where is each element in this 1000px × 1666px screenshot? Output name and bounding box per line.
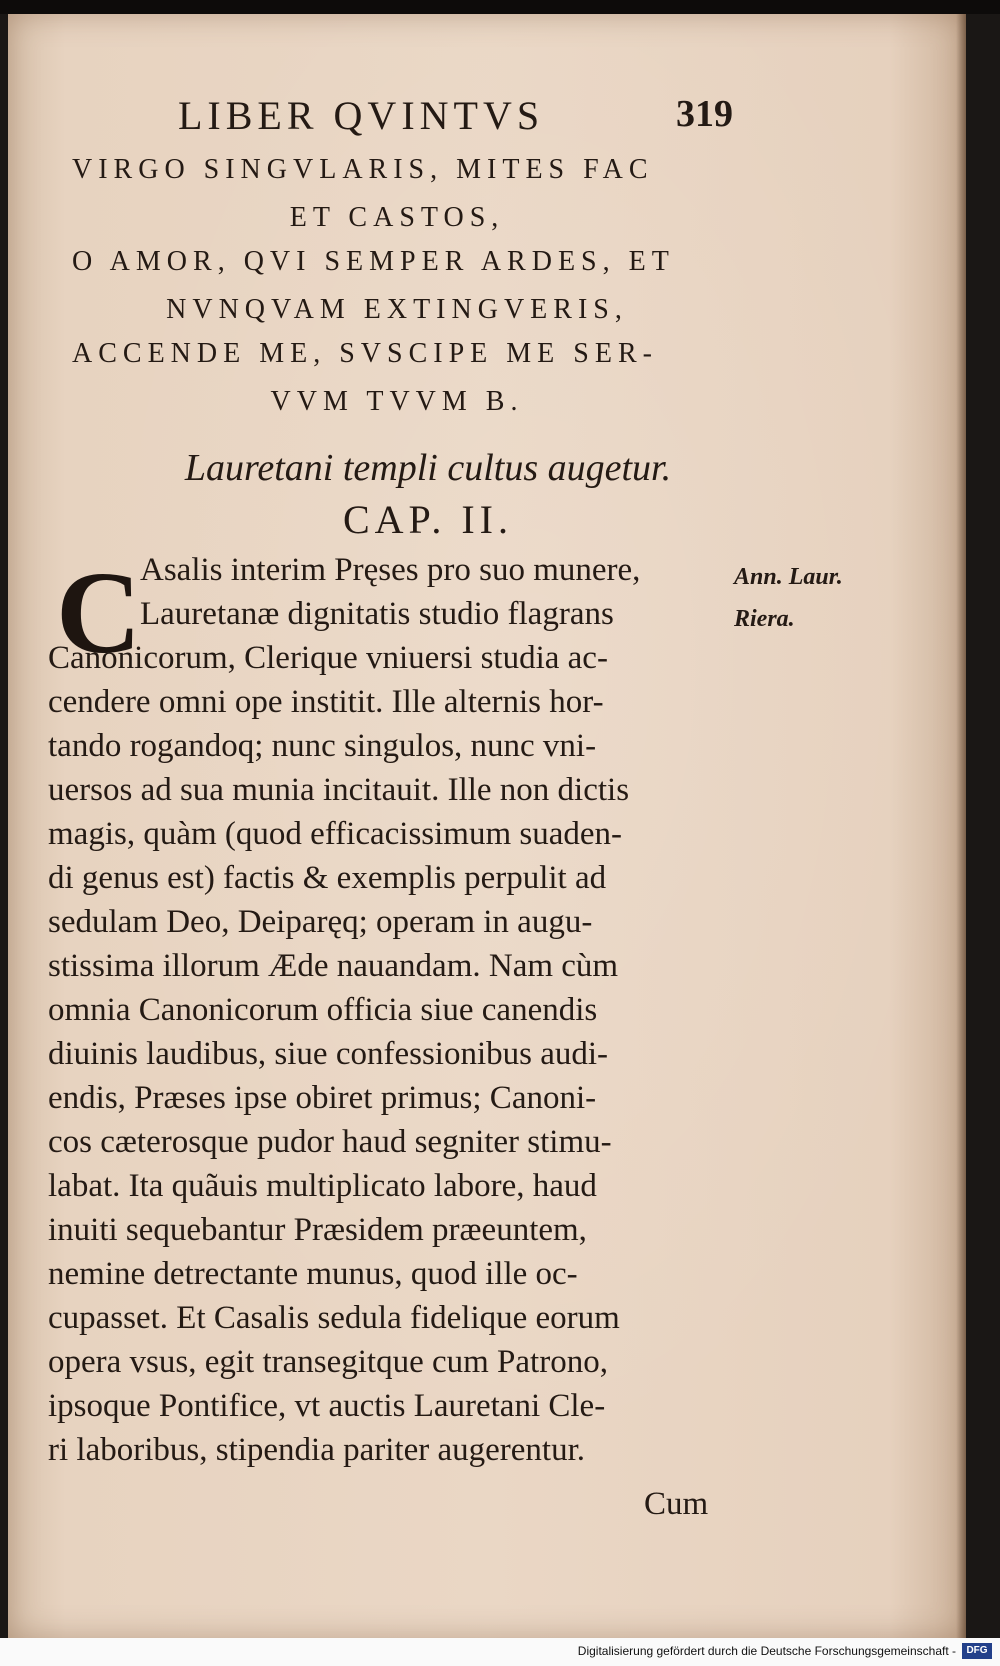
body-line: labat. Ita quãuis multiplicato labore, haud: [48, 1168, 597, 1204]
digitization-footer: [0, 1638, 1000, 1666]
body-line: cendere omni ope institit. Ille alternis hor-: [48, 684, 604, 720]
body-line: cos cæterosque pudor haud segniter stimu-: [48, 1124, 612, 1160]
body-line: ri laboribus, stipendia pariter augerentur.: [48, 1432, 585, 1468]
verse-line: O AMOR, QVI SEMPER ARDES, ET: [72, 246, 675, 277]
running-head: LIBER QVINTVS: [178, 93, 545, 138]
footer-credit: Digitalisierung gefördert durch die Deutsche Forschungsgemeinschaft -: [577, 1644, 956, 1658]
body-line: cupasset. Et Casalis sedula fidelique eorum: [48, 1300, 620, 1336]
body-line: di genus est) factis & exemplis perpulit ad: [48, 860, 607, 896]
verse-line: VIRGO SINGVLARIS, MITES FAC: [72, 154, 654, 185]
marginal-note: Riera.: [734, 606, 795, 632]
body-line: sedulam Deo, Deiparęq; operam in augu-: [48, 904, 593, 940]
body-line: stissima illorum Æde nauandam. Nam cùm: [48, 948, 619, 984]
chapter-title: Lauretani templi cultus augetur.: [184, 447, 672, 489]
page-edge-shadow: [956, 14, 966, 1638]
body-line: magis, quàm (quod efficacissimum suaden-: [48, 816, 623, 852]
verse-line: ET CASTOS,: [289, 202, 505, 233]
body-line: inuiti sequebantur Præsidem præeuntem,: [48, 1212, 587, 1248]
book-page: [8, 14, 966, 1638]
verse-line: ACCENDE ME, SVSCIPE ME SER-: [72, 338, 658, 369]
body-line: nemine detrectante munus, quod ille oc-: [48, 1256, 578, 1292]
body-line: Canonicorum, Clerique vniuersi studia ac-: [48, 640, 608, 676]
verse-line: NVNQVAM EXTINGVERIS,: [166, 294, 628, 325]
chapter-number: CAP. II.: [342, 497, 514, 542]
dfg-logo-icon: DFG: [962, 1643, 992, 1659]
body-line: opera vsus, egit transegitque cum Patrono,: [48, 1344, 608, 1380]
body-line: uersos ad sua munia incitauit. Ille non dictis: [48, 772, 630, 808]
verse-line: VVM TVVM B.: [270, 386, 524, 417]
drop-cap: C: [56, 547, 142, 678]
body-line: ipsoque Pontifice, vt auctis Lauretani Cle-: [48, 1388, 606, 1424]
body-line: Asalis interim Pręses pro suo munere,: [140, 552, 641, 588]
body-line: omnia Canonicorum officia siue canendis: [48, 992, 598, 1028]
body-line: diuinis laudibus, siue confessionibus audi-: [48, 1036, 609, 1072]
body-line: endis, Præses ipse obiret primus; Canoni-: [48, 1080, 597, 1116]
scan-border: [0, 0, 1000, 14]
marginal-note: Ann. Laur.: [734, 564, 843, 590]
catchword: Cum: [644, 1486, 709, 1522]
page-number: 319: [676, 93, 733, 135]
body-line: Lauretanæ dignitatis studio flagrans: [140, 596, 614, 632]
body-line: tando rogandoq; nunc singulos, nunc vni-: [48, 728, 597, 764]
